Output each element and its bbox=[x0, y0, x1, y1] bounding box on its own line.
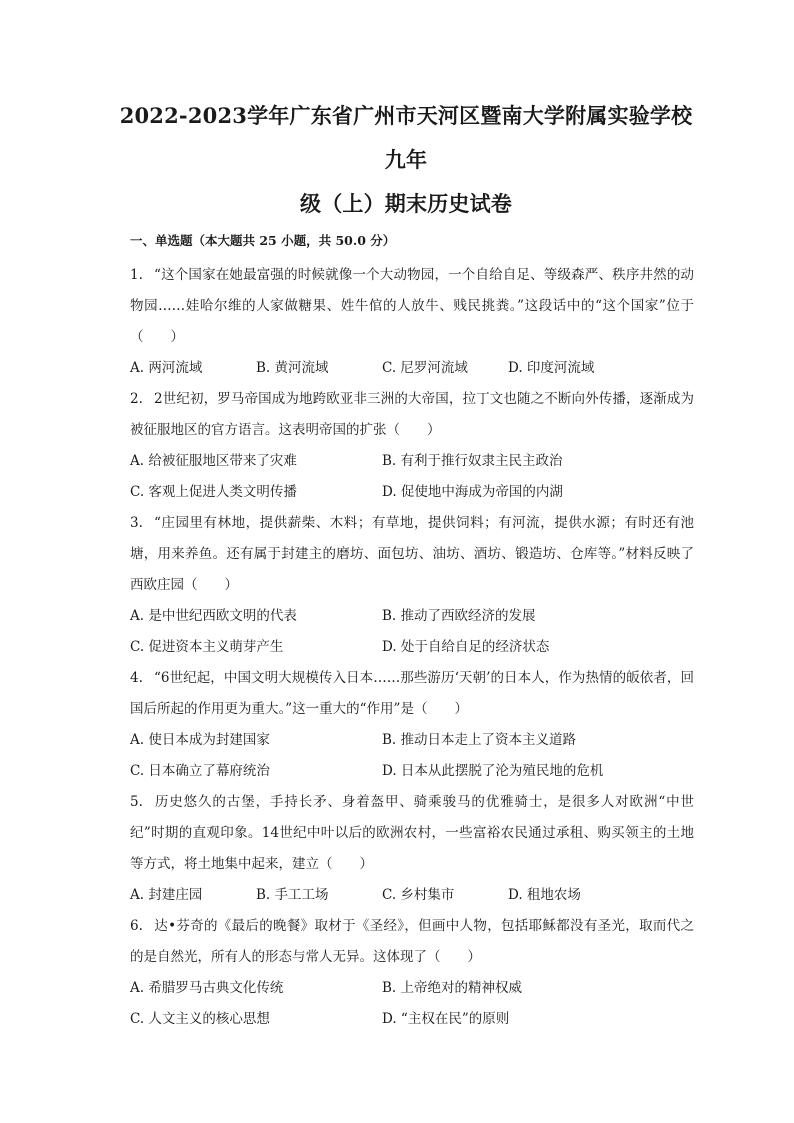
answer-option: A. 是中世纪西欧文明的代表 bbox=[130, 608, 297, 624]
answer-option: C. 日本确立了幕府统治 bbox=[130, 763, 270, 779]
option-row bbox=[130, 632, 694, 663]
answer-option: A. 希腊罗马古典文化传统 bbox=[130, 980, 284, 996]
option-row bbox=[130, 477, 694, 508]
question-5 bbox=[130, 787, 694, 911]
option-row bbox=[130, 446, 694, 477]
answer-option: B. 有利于推行奴隶主民主政治 bbox=[382, 453, 563, 469]
option-row bbox=[130, 973, 694, 1004]
answer-option: D. 处于自给自足的经济状态 bbox=[382, 639, 550, 655]
option-row bbox=[130, 601, 694, 632]
answer-option: D. 日本从此摆脱了沦为殖民地的危机 bbox=[382, 763, 604, 779]
question-stem bbox=[130, 384, 694, 446]
option-row bbox=[130, 756, 694, 787]
question-number: 6. bbox=[130, 918, 143, 934]
question-number: 2. bbox=[130, 391, 143, 407]
question-number: 4. bbox=[130, 670, 143, 686]
question-stem bbox=[130, 911, 694, 973]
question-number: 3. bbox=[130, 515, 143, 531]
question-stem bbox=[130, 663, 694, 725]
answer-option: C. 乡村集市 bbox=[382, 887, 455, 903]
question-2 bbox=[130, 384, 694, 508]
answer-option: C. 尼罗河流域 bbox=[382, 360, 468, 376]
answer-option: C. 人文主义的核心思想 bbox=[130, 1011, 270, 1027]
option-row bbox=[130, 353, 694, 384]
question-4 bbox=[130, 663, 694, 787]
question-number: 1. bbox=[130, 267, 143, 283]
question-1 bbox=[130, 260, 694, 384]
question-text: 达•芬奇的《最后的晚餐》取材于《圣经》，但画中人物，包括耶稣都没有圣光，取而代之的是自然光，所有人的形态与常人无异。这体现了（ ） bbox=[130, 918, 694, 965]
answer-option: B. 黄河流域 bbox=[256, 360, 329, 376]
answer-option: A. 给被征服地区带来了灾难 bbox=[130, 453, 297, 469]
answer-option: A. 使日本成为封建国家 bbox=[130, 732, 270, 748]
question-text: 历史悠久的古堡，手持长矛、身着盔甲、骑乘骏马的优雅骑士，是很多人对欧洲“中世纪”时期的直观印象。14世纪中叶以后的欧洲农村，一些富裕农民通过承租、购买领主的土地等方式，将土地集中起来，建立（ ） bbox=[130, 794, 694, 872]
answer-option: A. 两河流域 bbox=[130, 360, 203, 376]
question-3 bbox=[130, 508, 694, 663]
answer-option: D. “主权在民”的原则 bbox=[382, 1011, 510, 1027]
answer-option: B. 上帝绝对的精神权威 bbox=[382, 980, 523, 996]
option-row bbox=[130, 725, 694, 756]
question-text: “这个国家在她最富强的时候就像一个大动物园，一个自给自足、等级森严、秩序井然的动物园……娃哈尔维的人家做糖果、姓牛倌的人放牛、贱民挑粪。”这段话中的“这个国家”位于（ ） bbox=[130, 267, 694, 345]
exam-title-line2: 级（上）期末历史试卷 bbox=[300, 191, 512, 216]
question-text: 2世纪初，罗马帝国成为地跨欧亚非三洲的大帝国，拉丁文也随之不断向外传播，逐渐成为被征服地区的官方语言。这表明帝国的扩张（ ） bbox=[130, 391, 694, 438]
answer-option: B. 手工工场 bbox=[256, 887, 329, 903]
answer-option: D. 租地农场 bbox=[508, 887, 581, 903]
question-stem bbox=[130, 508, 694, 601]
answer-option: B. 推动了西欧经济的发展 bbox=[382, 608, 536, 624]
answer-option: B. 推动日本走上了资本主义道路 bbox=[382, 732, 577, 748]
section-heading: 一、单选题（本大题共 25 小题，共 50.0 分） bbox=[130, 233, 396, 248]
question-number: 5. bbox=[130, 794, 143, 810]
option-row bbox=[130, 880, 694, 911]
question-stem bbox=[130, 260, 694, 353]
answer-option: A. 封建庄园 bbox=[130, 887, 203, 903]
question-stem bbox=[130, 787, 694, 880]
answer-option: C. 促进资本主义萌芽产生 bbox=[130, 639, 284, 655]
exam-title-line1: 2022-2023学年广东省广州市天河区暨南大学附属实验学校九年 bbox=[119, 103, 693, 172]
question-list bbox=[130, 260, 694, 1035]
option-row bbox=[130, 1004, 694, 1035]
question-6 bbox=[130, 911, 694, 1035]
answer-option: C. 客观上促进人类文明传播 bbox=[130, 484, 297, 500]
question-text: “庄园里有林地，提供薪柴、木料；有草地，提供饲料；有河流，提供水源；有时还有池塘，用来养鱼。还有属于封建主的磨坊、面包坊、油坊、酒坊、锻造坊、仓库等。”材料反映了西欧庄园（ ） bbox=[130, 515, 694, 593]
answer-option: D. 印度河流域 bbox=[508, 360, 595, 376]
question-text: “6世纪起，中国文明大规模传入日本……那些游历‘天朝’的日本人，作为热情的皈依者，回国后所起的作用更为重大。”这一重大的“作用”是（ ） bbox=[130, 670, 694, 717]
answer-option: D. 促使地中海成为帝国的内湖 bbox=[382, 484, 563, 500]
exam-title bbox=[118, 94, 694, 226]
